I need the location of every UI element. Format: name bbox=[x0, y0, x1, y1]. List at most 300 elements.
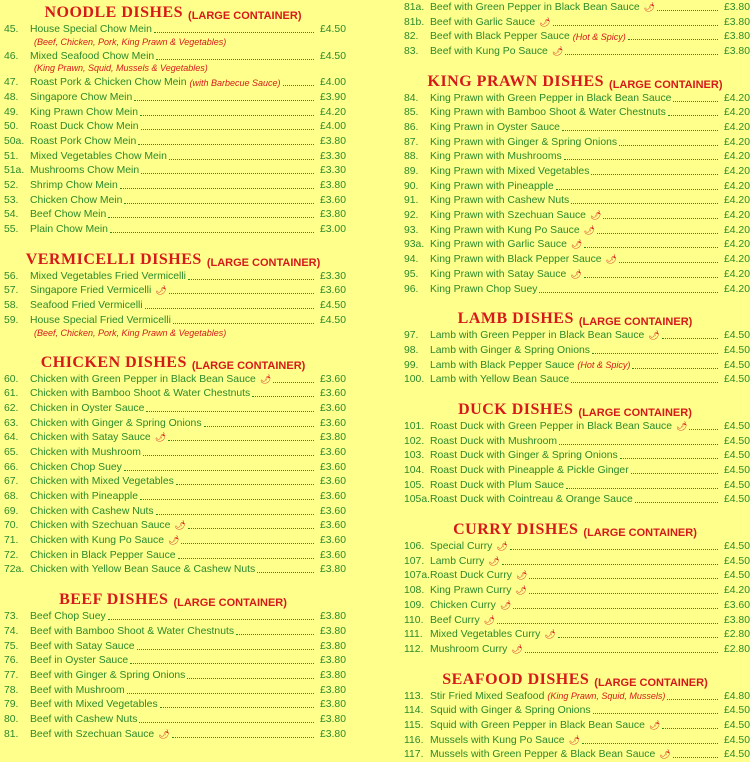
item-number: 114. bbox=[404, 705, 424, 717]
menu-item[interactable] bbox=[0, 178, 346, 193]
item-number: 50a. bbox=[4, 135, 25, 147]
dot-leader bbox=[565, 54, 718, 55]
item-number: 77. bbox=[4, 669, 19, 681]
item-name: King Prawn with Garlic Sauce bbox=[430, 239, 567, 251]
item-number: 101. bbox=[404, 420, 425, 432]
item-name: Roast Duck with Cointreau & Orange Sauce bbox=[430, 494, 633, 506]
menu-item[interactable] bbox=[0, 105, 346, 120]
menu-item[interactable] bbox=[0, 284, 346, 299]
item-price: £4.50 bbox=[723, 749, 750, 761]
menu-item[interactable] bbox=[400, 267, 750, 282]
item-name: Roast Duck with Ginger & Spring Onions bbox=[430, 450, 618, 462]
chili-pepper-icon: 🌶 bbox=[583, 224, 596, 235]
dot-leader bbox=[525, 652, 718, 653]
item-number: 99. bbox=[404, 359, 419, 371]
menu-item[interactable] bbox=[400, 223, 750, 238]
menu-item[interactable] bbox=[400, 627, 750, 642]
dot-leader bbox=[124, 203, 314, 204]
menu-item[interactable] bbox=[0, 712, 346, 727]
item-number: 110. bbox=[404, 614, 424, 626]
item-price: £4.50 bbox=[723, 555, 750, 567]
item-price: £4.50 bbox=[723, 719, 750, 731]
item-number: 70. bbox=[4, 520, 19, 532]
dot-leader bbox=[502, 564, 718, 565]
dot-leader bbox=[592, 353, 718, 354]
item-number: 115. bbox=[404, 719, 424, 731]
menu-item[interactable] bbox=[0, 727, 346, 742]
item-name: House Special Chow Mein bbox=[30, 23, 152, 35]
dot-leader bbox=[178, 558, 314, 559]
item-price: £3.80 bbox=[723, 1, 750, 13]
item-number: 111. bbox=[404, 629, 423, 641]
menu-item[interactable] bbox=[0, 49, 346, 64]
section-subheading: (LARGE CONTAINER) bbox=[578, 407, 692, 420]
item-name: Roast Duck with Plum Sauce bbox=[430, 479, 564, 491]
item-price: £4.50 bbox=[723, 734, 750, 746]
item-number: 107. bbox=[404, 555, 425, 567]
item-name: Mussels with Green Pepper & Black Bean Sauce bbox=[430, 749, 656, 761]
menu-item[interactable] bbox=[400, 419, 750, 434]
item-number: 61. bbox=[4, 388, 19, 400]
chili-pepper-icon: 🌶 bbox=[539, 16, 551, 27]
item-name: Lamb with Black Pepper Sauce bbox=[430, 359, 575, 371]
dot-leader bbox=[146, 411, 314, 412]
item-number: 89. bbox=[404, 166, 419, 178]
item-price: £3.60 bbox=[319, 520, 346, 532]
item-name: Roast Duck Curry bbox=[430, 570, 512, 582]
dot-leader bbox=[154, 32, 314, 33]
menu-item[interactable] bbox=[0, 119, 346, 134]
item-number: 76. bbox=[4, 655, 19, 667]
dot-leader bbox=[273, 382, 314, 383]
item-price: £4.50 bbox=[319, 314, 346, 326]
menu-item[interactable] bbox=[0, 269, 346, 284]
item-price: £4.20 bbox=[723, 585, 750, 597]
menu-item[interactable] bbox=[400, 252, 750, 267]
item-note: (Hot & Spicy) bbox=[577, 360, 631, 371]
chili-pepper-icon: 🌶 bbox=[568, 734, 581, 745]
menu-item[interactable] bbox=[0, 609, 346, 624]
menu-item[interactable] bbox=[400, 569, 750, 584]
item-price: £3.80 bbox=[319, 432, 346, 444]
menu-item[interactable] bbox=[0, 563, 346, 578]
menu-item[interactable] bbox=[0, 639, 346, 654]
menu-item[interactable] bbox=[0, 372, 346, 387]
dot-leader bbox=[236, 634, 314, 635]
item-number: 52. bbox=[4, 180, 19, 192]
item-number: 87. bbox=[404, 136, 419, 148]
item-price: £4.20 bbox=[723, 268, 750, 280]
item-name: King Prawn with Ginger & Spring Onions bbox=[430, 136, 618, 148]
dot-leader bbox=[668, 115, 718, 116]
item-price: £4.20 bbox=[723, 107, 750, 119]
menu-item[interactable] bbox=[400, 44, 750, 59]
item-number: 103. bbox=[404, 450, 425, 462]
item-name: Chicken with Yellow Bean Sauce & Cashew Nuts bbox=[30, 564, 256, 576]
item-name: Singapore Chow Mein bbox=[30, 91, 133, 103]
item-name: Beef with Satay Sauce bbox=[30, 640, 135, 652]
item-price: £3.60 bbox=[319, 549, 346, 561]
menu-item[interactable] bbox=[400, 0, 750, 15]
dot-leader bbox=[558, 637, 718, 638]
menu-item[interactable] bbox=[0, 653, 346, 668]
item-price: £3.60 bbox=[319, 285, 346, 297]
item-name: King Prawn with Mixed Vegetables bbox=[430, 166, 590, 178]
item-name: King Prawn with Mushrooms bbox=[430, 151, 562, 163]
section-heading: CURRY DISHES bbox=[453, 521, 579, 539]
section-heading: DUCK DISHES bbox=[458, 401, 574, 419]
menu-item[interactable] bbox=[400, 164, 750, 179]
menu-item[interactable] bbox=[400, 179, 750, 194]
item-number: 80. bbox=[4, 713, 19, 725]
item-price: £3.60 bbox=[319, 505, 346, 517]
menu-item[interactable] bbox=[0, 401, 346, 416]
menu-item[interactable] bbox=[0, 683, 346, 698]
item-name: Chicken Curry bbox=[430, 599, 496, 611]
menu-item[interactable] bbox=[400, 343, 750, 358]
dot-leader bbox=[108, 619, 314, 620]
menu-item[interactable] bbox=[0, 164, 346, 179]
menu-section bbox=[400, 296, 750, 387]
item-number: 64. bbox=[4, 432, 19, 444]
item-price: £4.20 bbox=[723, 254, 750, 266]
item-price: £3.80 bbox=[723, 31, 750, 43]
menu-item[interactable] bbox=[0, 460, 346, 475]
menu-item[interactable] bbox=[400, 194, 750, 209]
menu-item[interactable] bbox=[0, 22, 346, 37]
item-price: £4.20 bbox=[723, 239, 750, 251]
item-name: Mixed Vegetables Curry bbox=[430, 629, 541, 641]
chili-pepper-icon: 🌶 bbox=[511, 643, 523, 654]
item-price: £4.50 bbox=[723, 359, 750, 371]
menu-item[interactable] bbox=[0, 75, 346, 90]
item-price: £3.80 bbox=[723, 614, 750, 626]
dot-leader bbox=[172, 737, 314, 738]
menu-item[interactable] bbox=[400, 105, 750, 120]
menu-item[interactable] bbox=[0, 313, 346, 328]
menu-section bbox=[400, 59, 750, 297]
menu-item[interactable] bbox=[400, 554, 750, 569]
item-price: £3.60 bbox=[723, 599, 750, 611]
item-number: 51. bbox=[4, 150, 19, 162]
section-subheading: (LARGE CONTAINER) bbox=[173, 597, 287, 610]
item-price: £3.80 bbox=[723, 16, 750, 28]
item-name: Beef with Ginger & Spring Onions bbox=[30, 669, 186, 681]
item-name: Lamb with Green Pepper in Black Bean Sauce bbox=[430, 330, 645, 342]
menu-item[interactable] bbox=[400, 748, 750, 762]
item-price: £4.20 bbox=[723, 121, 750, 133]
item-note: (King Prawn, Squid, Mussels) bbox=[547, 691, 666, 702]
menu-section bbox=[0, 577, 346, 741]
dot-leader bbox=[593, 713, 718, 714]
dot-leader bbox=[635, 502, 718, 503]
menu-item[interactable] bbox=[0, 489, 346, 504]
menu-item[interactable] bbox=[400, 642, 750, 657]
item-name: Chicken with Pineapple bbox=[30, 491, 139, 503]
item-number: 72a. bbox=[4, 564, 25, 576]
item-price: £4.50 bbox=[723, 330, 750, 342]
menu-item[interactable] bbox=[400, 372, 750, 387]
section-spacer bbox=[0, 237, 346, 247]
item-name: King Prawn with Cashew Nuts bbox=[430, 195, 570, 207]
item-name: Beef with Mixed Vegetables bbox=[30, 699, 158, 711]
menu-item[interactable] bbox=[0, 222, 346, 237]
item-number: 69. bbox=[4, 505, 19, 517]
dot-leader bbox=[597, 233, 718, 234]
menu-item[interactable] bbox=[0, 193, 346, 208]
menu-item[interactable] bbox=[0, 548, 346, 563]
dot-leader bbox=[562, 130, 718, 131]
menu-item[interactable] bbox=[400, 539, 750, 554]
chili-pepper-icon: 🌶 bbox=[483, 614, 496, 625]
menu-item[interactable] bbox=[0, 430, 346, 445]
item-name: King Prawn Chop Suey bbox=[430, 283, 538, 295]
menu-section bbox=[0, 237, 346, 340]
item-number: 83. bbox=[404, 45, 419, 57]
section-spacer bbox=[400, 507, 750, 517]
dot-leader bbox=[110, 232, 314, 233]
dot-leader bbox=[631, 473, 718, 474]
dot-leader bbox=[252, 396, 314, 397]
menu-item[interactable] bbox=[400, 718, 750, 733]
item-name: Beef with Green Pepper in Black Bean Sauce bbox=[430, 1, 640, 13]
menu-item[interactable] bbox=[0, 416, 346, 431]
item-name: Beef in Oyster Sauce bbox=[30, 655, 129, 667]
section-title bbox=[0, 587, 346, 609]
menu-item[interactable] bbox=[400, 703, 750, 718]
menu-item[interactable] bbox=[0, 149, 346, 164]
item-price: £4.50 bbox=[723, 494, 750, 506]
menu-item[interactable] bbox=[400, 434, 750, 449]
dot-leader bbox=[187, 678, 314, 679]
menu-item[interactable] bbox=[400, 478, 750, 493]
item-name: King Prawn with Green Pepper in Black Bean Sauce bbox=[430, 92, 672, 104]
item-price: £4.50 bbox=[723, 374, 750, 386]
item-name: Roast Pork & Chicken Chow Mein bbox=[30, 77, 187, 89]
item-name: Mushrooms Chow Mein bbox=[30, 165, 140, 177]
menu-item[interactable] bbox=[0, 208, 346, 223]
menu-item[interactable] bbox=[400, 29, 750, 44]
item-name: House Special Fried Vermicelli bbox=[30, 314, 171, 326]
item-number: 50. bbox=[4, 121, 19, 133]
item-name: Chicken with Ginger & Spring Onions bbox=[30, 417, 202, 429]
item-number: 81. bbox=[4, 728, 19, 740]
item-price: £4.20 bbox=[723, 180, 750, 192]
dot-leader bbox=[559, 444, 718, 445]
menu-item[interactable] bbox=[0, 298, 346, 313]
item-number: 54. bbox=[4, 209, 19, 221]
menu-item[interactable] bbox=[400, 598, 750, 613]
menu-column-left bbox=[0, 0, 346, 742]
chili-pepper-icon: 🌶 bbox=[648, 719, 661, 730]
dot-leader bbox=[689, 429, 718, 430]
item-number: 74. bbox=[4, 625, 19, 637]
item-price: £3.60 bbox=[319, 491, 346, 503]
item-number: 79. bbox=[4, 699, 19, 711]
section-heading: LAMB DISHES bbox=[457, 310, 574, 328]
menu-item[interactable] bbox=[400, 135, 750, 150]
item-number: 117. bbox=[404, 749, 424, 761]
item-price: £4.50 bbox=[319, 50, 346, 62]
chili-pepper-icon: 🌶 bbox=[499, 599, 512, 610]
item-price: £4.20 bbox=[723, 166, 750, 178]
section-heading: BEEF DISHES bbox=[59, 591, 169, 609]
item-number: 78. bbox=[4, 684, 19, 696]
item-number: 85. bbox=[404, 107, 419, 119]
menu-item[interactable] bbox=[400, 282, 750, 297]
menu-item[interactable] bbox=[400, 583, 750, 598]
menu-item[interactable] bbox=[400, 208, 750, 223]
section-spacer bbox=[0, 340, 346, 350]
item-number: 91. bbox=[404, 195, 419, 207]
section-subheading: (LARGE CONTAINER) bbox=[578, 316, 693, 329]
menu-item[interactable] bbox=[400, 733, 750, 748]
item-name: King Prawn in Oyster Sauce bbox=[430, 121, 560, 133]
menu-item[interactable] bbox=[0, 386, 346, 401]
menu-item[interactable] bbox=[400, 91, 750, 106]
item-price: £3.80 bbox=[319, 180, 346, 192]
item-number: 57. bbox=[4, 285, 19, 297]
menu-item[interactable] bbox=[0, 519, 346, 534]
item-name: Beef with Kung Po Sauce bbox=[430, 45, 548, 57]
chili-pepper-icon: 🌶 bbox=[515, 585, 527, 596]
item-number: 88. bbox=[404, 151, 419, 163]
dot-leader bbox=[510, 549, 718, 550]
item-number: 51a. bbox=[4, 165, 25, 177]
dot-leader bbox=[513, 608, 718, 609]
menu-item[interactable] bbox=[0, 697, 346, 712]
dot-leader bbox=[673, 101, 718, 102]
dot-leader bbox=[620, 458, 718, 459]
item-name: Chicken with Bamboo Shoot & Water Chestnuts bbox=[30, 388, 251, 400]
menu-item[interactable] bbox=[400, 150, 750, 165]
dot-leader bbox=[662, 728, 718, 729]
item-name: King Prawn with Bamboo Shoot & Water Chestnuts bbox=[430, 107, 666, 119]
item-number: 106. bbox=[404, 541, 425, 553]
dot-leader bbox=[204, 426, 314, 427]
item-number: 102. bbox=[404, 435, 425, 447]
item-price: £3.80 bbox=[319, 699, 346, 711]
item-price: £3.80 bbox=[319, 713, 346, 725]
chili-pepper-icon: 🌶 bbox=[605, 254, 617, 265]
chili-pepper-icon: 🌶 bbox=[488, 555, 500, 566]
section-title bbox=[0, 0, 346, 22]
menu-item[interactable] bbox=[0, 90, 346, 105]
item-price: £3.60 bbox=[319, 476, 346, 488]
dot-leader bbox=[160, 707, 314, 708]
item-name: Mixed Seafood Chow Mein bbox=[30, 50, 155, 62]
menu-item[interactable] bbox=[0, 504, 346, 519]
item-name: Lamb Curry bbox=[430, 555, 485, 567]
menu-item[interactable] bbox=[0, 533, 346, 548]
dot-leader bbox=[143, 455, 314, 456]
chili-pepper-icon: 🌶 bbox=[551, 45, 564, 56]
dot-leader bbox=[139, 722, 314, 723]
item-note: (Hot & Spicy) bbox=[572, 31, 626, 42]
dot-leader bbox=[138, 144, 314, 145]
item-price: £3.60 bbox=[319, 446, 346, 458]
menu-item[interactable] bbox=[400, 689, 750, 704]
item-number: 93a. bbox=[404, 239, 425, 251]
menu-item[interactable] bbox=[0, 134, 346, 149]
menu-item[interactable] bbox=[400, 613, 750, 628]
dot-leader bbox=[169, 159, 314, 160]
dot-leader bbox=[571, 203, 718, 204]
item-number: 66. bbox=[4, 461, 19, 473]
dot-leader bbox=[188, 279, 314, 280]
item-name: King Prawn with Satay Sauce bbox=[430, 268, 567, 280]
menu-item[interactable] bbox=[400, 120, 750, 135]
menu-item[interactable] bbox=[400, 493, 750, 508]
item-number: 95. bbox=[404, 268, 419, 280]
item-number: 60. bbox=[4, 373, 19, 385]
menu-item[interactable] bbox=[400, 238, 750, 253]
menu-item[interactable] bbox=[400, 463, 750, 478]
section-spacer bbox=[0, 577, 346, 587]
item-price: £4.80 bbox=[723, 690, 750, 702]
menu-section bbox=[400, 387, 750, 507]
menu-item[interactable] bbox=[0, 668, 346, 683]
item-price: £3.80 bbox=[319, 728, 346, 740]
item-number: 63. bbox=[4, 417, 19, 429]
item-name: Lamb with Yellow Bean Sauce bbox=[430, 374, 570, 386]
item-name: Beef with Szechuan Sauce bbox=[30, 728, 155, 740]
item-price: £4.50 bbox=[723, 705, 750, 717]
section-heading: VERMICELLI DISHES bbox=[25, 250, 202, 268]
item-number: 62. bbox=[4, 402, 19, 414]
dot-leader bbox=[584, 247, 718, 248]
item-number: 112. bbox=[404, 643, 424, 655]
item-price: £3.60 bbox=[319, 194, 346, 206]
menu-item[interactable] bbox=[0, 445, 346, 460]
chili-pepper-icon: 🌶 bbox=[589, 210, 602, 221]
item-number: 96. bbox=[404, 283, 419, 295]
item-number: 53. bbox=[4, 194, 19, 206]
chili-pepper-icon: 🌶 bbox=[168, 535, 180, 546]
dot-leader bbox=[156, 514, 314, 515]
dot-leader bbox=[564, 159, 718, 160]
item-name: Beef with Cashew Nuts bbox=[30, 713, 138, 725]
section-subheading: (LARGE CONTAINER) bbox=[609, 78, 723, 91]
menu-item[interactable] bbox=[400, 449, 750, 464]
menu-item[interactable] bbox=[400, 358, 750, 373]
menu-item[interactable] bbox=[400, 15, 750, 30]
item-number: 105. bbox=[404, 479, 425, 491]
item-name: King Prawn with Pineapple bbox=[430, 180, 554, 192]
dot-leader bbox=[673, 757, 718, 758]
menu-section bbox=[400, 657, 750, 762]
item-name: Chicken in Oyster Sauce bbox=[30, 402, 145, 414]
item-name: Mixed Vegetables Fried Vermicelli bbox=[30, 270, 186, 282]
dot-leader bbox=[584, 277, 718, 278]
dot-leader bbox=[632, 368, 718, 369]
section-heading: SEAFOOD DISHES bbox=[442, 670, 590, 688]
item-number: 49. bbox=[4, 106, 19, 118]
menu-item[interactable] bbox=[0, 475, 346, 490]
item-name: Beef with Black Pepper Sauce bbox=[430, 31, 570, 43]
section-title bbox=[400, 517, 750, 539]
item-price: £4.00 bbox=[319, 77, 346, 89]
item-price: £3.80 bbox=[319, 669, 346, 681]
item-number: 116. bbox=[404, 734, 424, 746]
chili-pepper-icon: 🌶 bbox=[174, 520, 186, 531]
menu-item[interactable] bbox=[400, 328, 750, 343]
section-spacer bbox=[400, 59, 750, 69]
dot-leader bbox=[556, 189, 718, 190]
item-name: Chicken with Cashew Nuts bbox=[30, 505, 154, 517]
menu-item[interactable] bbox=[0, 624, 346, 639]
item-number: 59. bbox=[4, 314, 19, 326]
